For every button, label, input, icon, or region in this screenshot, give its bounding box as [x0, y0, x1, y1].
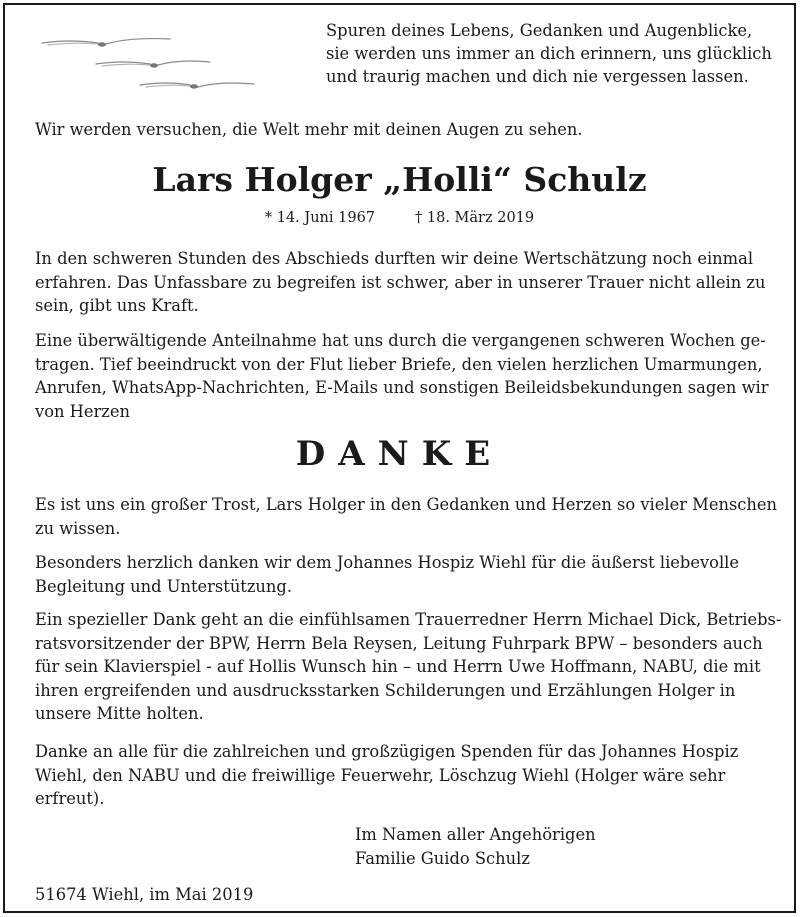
text-line: ratsvorsitzender der BPW, Herrn Bela Reysen, Leitung Fuhrpark BPW – besonders auch — [35, 633, 763, 653]
text-line: Eine überwältigende Anteilnahme hat uns durch die vergangenen schweren Wochen ge- — [35, 331, 766, 350]
text-line: Wiehl, den NABU und die freiwillige Feuerwehr, Löschzug Wiehl (Holger wäre sehr — [35, 765, 726, 785]
deceased-name: Lars Holger „Holli“ Schulz — [152, 160, 647, 199]
text-line: erfahren. Das Unfassbare zu begreifen ist schwer, aber in unserer Trauer nicht allein zu — [35, 272, 766, 292]
text-line: Anrufen, WhatsApp-Nachrichten, E-Mails und sonstigen Beileidsbekundungen sagen wir — [35, 378, 769, 397]
text-line: für sein Klavierspiel - auf Hollis Wunsch hin – und Herrn Uwe Hoffmann, NABU, die mit — [35, 657, 761, 676]
place-and-date: 51674 Wiehl, im Mai 2019 — [35, 885, 254, 904]
text-line: In den schweren Stunden des Abschieds durften wir deine Wertschätzung noch einmal — [35, 249, 754, 268]
lead-line: Wir werden versuchen, die Welt mehr mit deinen Augen zu sehen. — [35, 120, 583, 139]
text-line: Begleitung und Unterstützung. — [35, 576, 292, 596]
paragraph-speakers — [35, 608, 780, 726]
text-line: von Herzen — [35, 401, 130, 421]
death-date: † 18. März 2019 — [415, 210, 535, 226]
paragraph-sympathy — [35, 329, 780, 423]
text-line: unsere Mitte holten. — [35, 704, 204, 723]
signature-line: Im Namen aller Angehörigen — [355, 825, 596, 844]
verse-line: und traurig machen und dich nie vergessen lassen. — [326, 67, 749, 86]
text-line: Ein spezieller Dank geht an die einfühlsamen Trauerredner Herrn Michael Dick, Betriebs- — [35, 610, 782, 629]
text-line: Danke an alle für die zahlreichen und großzügigen Spenden für das Johannes Hospiz — [35, 742, 739, 761]
birth-date: * 14. Juni 1967 — [264, 210, 376, 226]
text-line: tragen. Tief beeindruckt von der Flut lieber Briefe, den vielen herzlichen Umarmungen, — [35, 354, 763, 374]
memorial-verse — [326, 19, 786, 88]
text-line: zu wissen. — [35, 518, 121, 538]
signature-family: Familie Guido Schulz — [355, 848, 530, 868]
danke-heading: DANKE — [295, 434, 504, 474]
text-line: ihren ergreifenden und ausdrucksstarken Schilderungen und Erzählungen Holger in — [35, 680, 736, 700]
paragraph-donations — [35, 740, 780, 811]
text-line: Es ist uns ein großer Trost, Lars Holger in den Gedanken und Herzen so vieler Menschen — [35, 495, 778, 514]
verse-line: Spuren deines Lebens, Gedanken und Augenblicke, — [326, 21, 753, 40]
obituary-notice — [3, 3, 796, 913]
paragraph-farewell — [35, 247, 780, 318]
paragraph-comfort — [35, 493, 780, 540]
verse-line: sie werden uns immer an dich erinnern, uns glücklich — [326, 44, 772, 63]
text-line: sein, gibt uns Kraft. — [35, 296, 199, 315]
text-line: Besonders herzlich danken wir dem Johannes Hospiz Wiehl für die äußerst liebevolle — [35, 553, 740, 572]
flying-birds-illustration — [40, 33, 260, 103]
signature-block — [355, 823, 596, 870]
life-dates — [5, 208, 794, 228]
paragraph-hospice — [35, 551, 780, 598]
text-line: erfreut). — [35, 789, 105, 808]
